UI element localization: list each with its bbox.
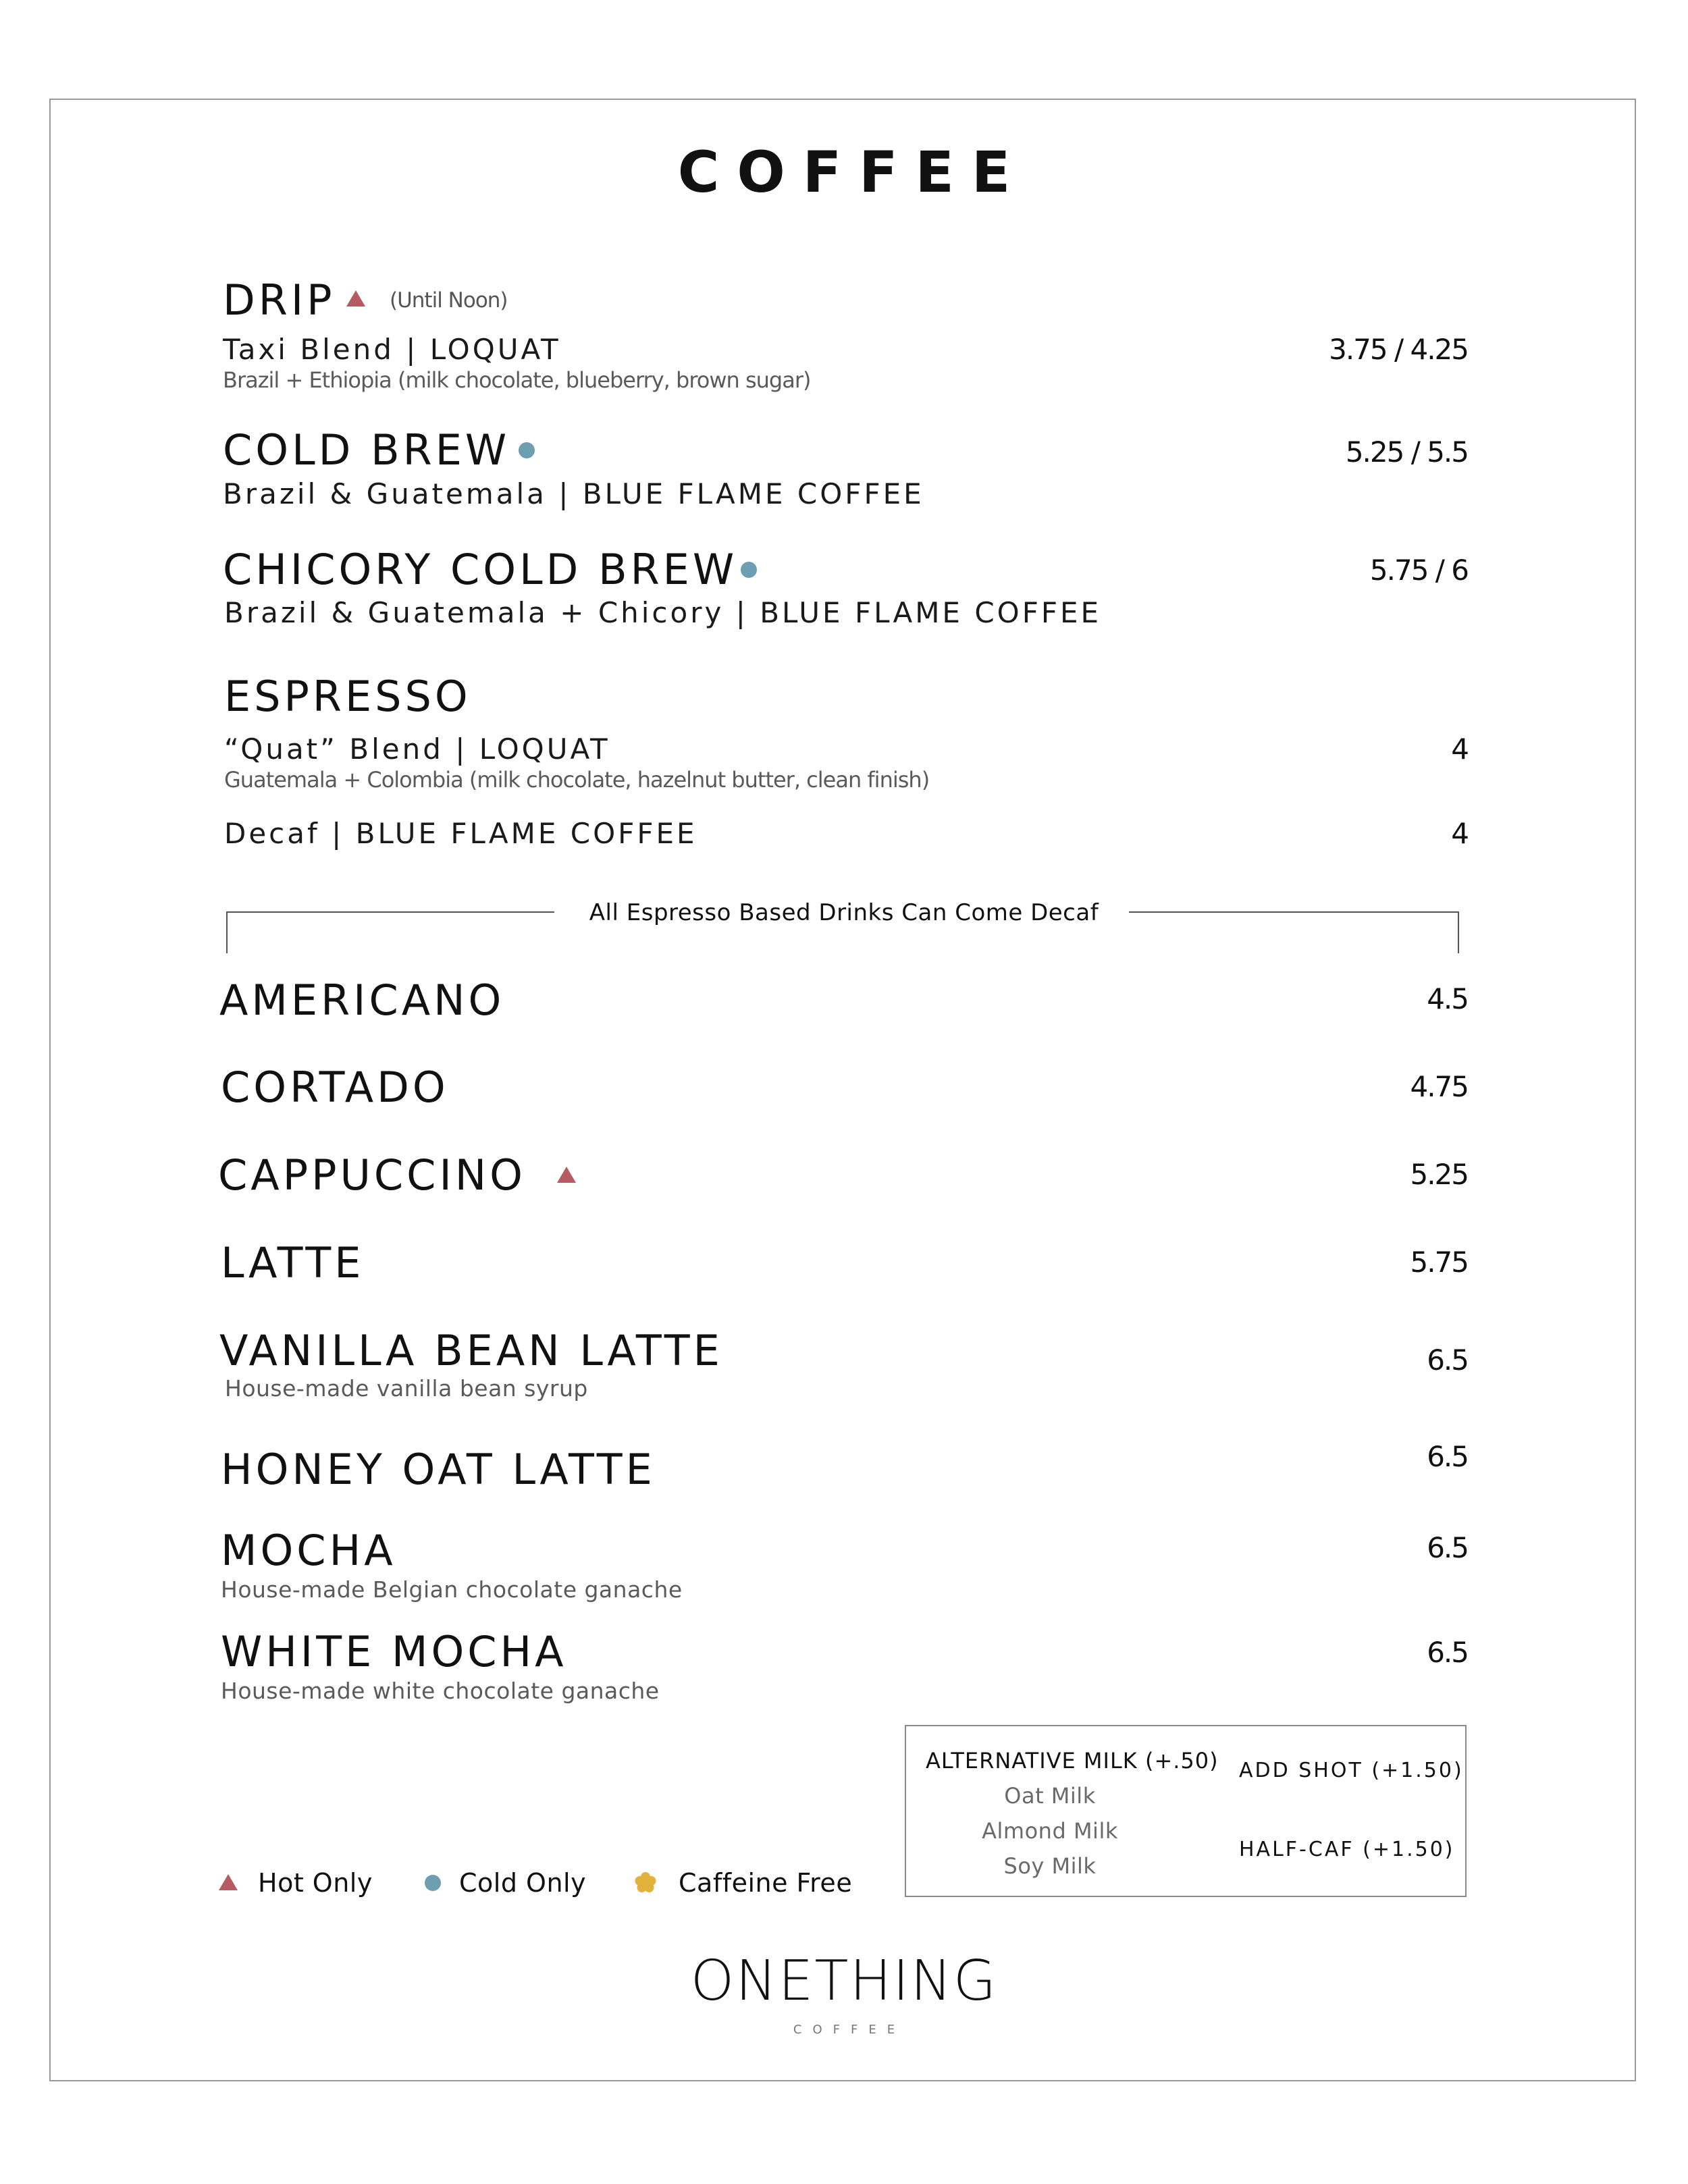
drip-name: DRIP [223,275,336,325]
white-mocha-name: WHITE MOCHA [221,1627,567,1676]
espresso-name: ESPRESSO [224,672,471,721]
cold-brew-name: COLD BREW [223,425,510,475]
vanilla-price: 6.5 [1427,1343,1468,1377]
hot-only-icon [219,1874,238,1890]
cold-only-icon [425,1875,441,1891]
chicory-sub: Brazil & Guatemala + Chicory | BLUE FLAME COFFEE [224,596,1102,629]
legend-cold-only: Cold Only [459,1868,587,1898]
chicory-name: CHICORY COLD BREW [223,545,738,594]
chicory-price: 5.75 / 6 [1369,554,1468,587]
half-caf: HALF-CAF (+1.50) [1239,1838,1455,1861]
latte-price: 5.75 [1410,1246,1468,1279]
drip-heading [223,275,336,325]
flower-icon [633,1871,658,1895]
americano-name: AMERICANO [219,976,505,1025]
mocha-name: MOCHA [221,1526,396,1575]
drip-note: (Until Noon) [390,288,508,313]
cold-brew-sub: Brazil & Guatemala | BLUE FLAME COFFEE [223,477,924,510]
brand-subtitle: COFFEE [793,2023,906,2037]
decaf-name: Decaf | BLUE FLAME COFFEE [224,817,697,850]
white-mocha-price: 6.5 [1427,1636,1468,1669]
drip-item-desc: Brazil + Ethiopia (milk chocolate, blueberry, brown sugar) [223,367,811,393]
cortado-price: 4.75 [1410,1070,1468,1103]
add-shot: ADD SHOT (+1.50) [1239,1759,1464,1782]
brand-logo: ONETHING [690,1949,998,2013]
legend-caffeine-free: Caffeine Free [679,1868,853,1898]
quat-blend-price: 4 [1451,733,1468,766]
cold-only-icon [519,442,535,458]
white-mocha-desc: House-made white chocolate ganache [221,1678,660,1704]
mocha-price: 6.5 [1427,1531,1468,1564]
milk-option: Oat Milk [1004,1783,1096,1809]
mocha-desc: House-made Belgian chocolate ganache [221,1576,683,1603]
milk-option: Almond Milk [982,1818,1118,1844]
honey-oat-name: HONEY OAT LATTE [221,1445,656,1494]
drip-item-name: Taxi Blend | LOQUAT [223,333,561,366]
americano-price: 4.5 [1427,982,1468,1015]
alt-milk-heading: ALTERNATIVE MILK (+.50) [926,1748,1219,1774]
quat-blend-desc: Guatemala + Colombia (milk chocolate, hazelnut butter, clean finish) [224,767,930,793]
legend-hot-only: Hot Only [258,1868,373,1898]
vanilla-name: VANILLA BEAN LATTE [219,1326,723,1375]
cold-only-icon [741,562,757,578]
cappuccino-name: CAPPUCCINO [218,1150,526,1200]
milk-option: Soy Milk [1003,1853,1097,1879]
cappuccino-price: 5.25 [1410,1158,1468,1191]
page-title: COFFEE [677,139,1028,205]
cortado-name: CORTADO [221,1063,449,1112]
cold-brew-price: 5.25 / 5.5 [1345,435,1468,469]
hot-only-icon [557,1167,576,1183]
hot-only-icon [346,290,365,307]
latte-name: LATTE [221,1238,365,1287]
drip-price: 3.75 / 4.25 [1329,333,1468,366]
decaf-price: 4 [1451,817,1468,850]
vanilla-desc: House-made vanilla bean syrup [225,1375,588,1402]
honey-oat-price: 6.5 [1427,1440,1468,1473]
quat-blend-name: “Quat” Blend | LOQUAT [224,733,610,766]
decaf-note: All Espresso Based Drinks Can Come Decaf [589,899,1099,926]
